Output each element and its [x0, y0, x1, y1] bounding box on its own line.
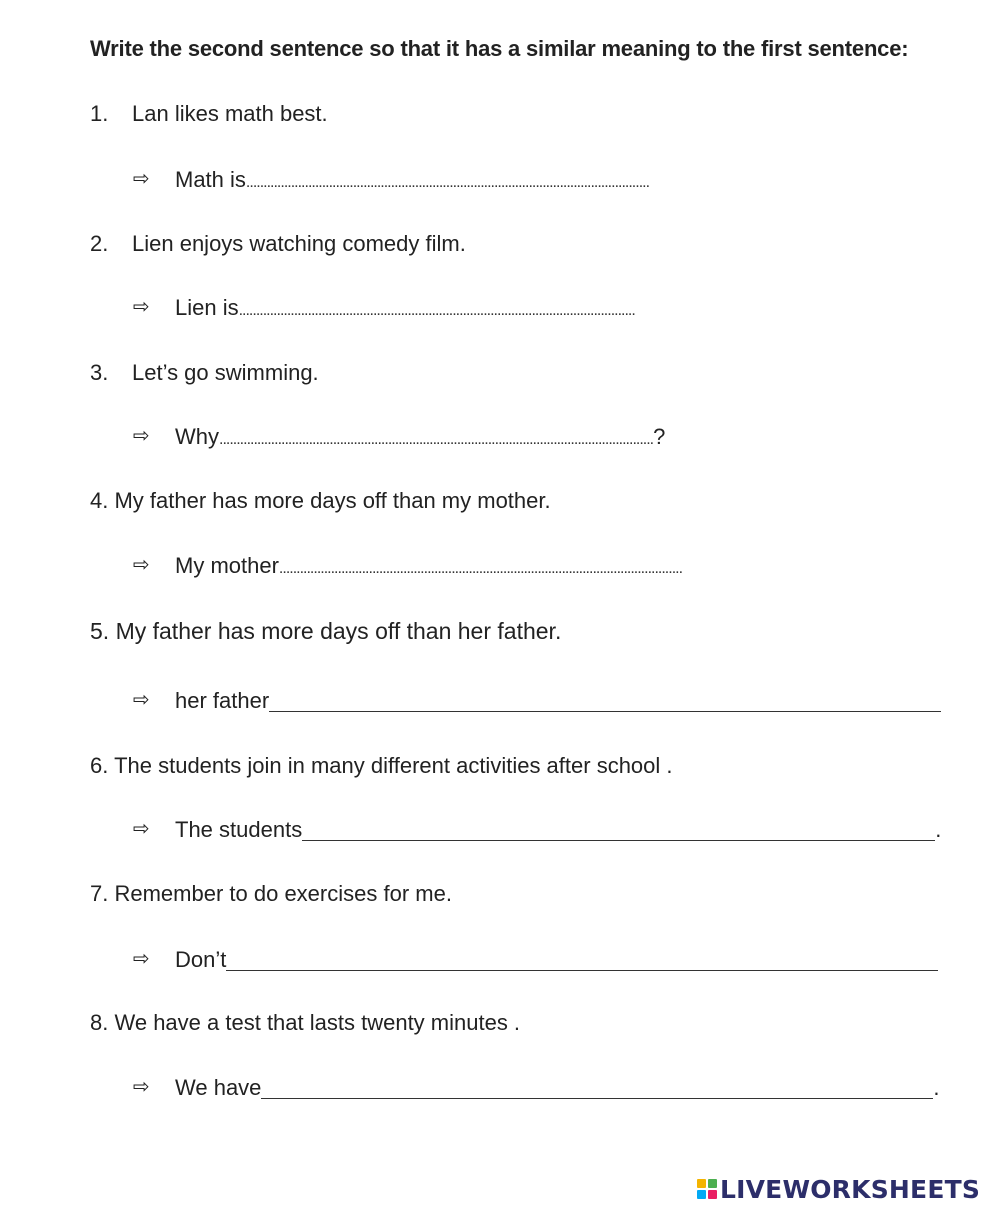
answer-prefix: We have [175, 1075, 262, 1100]
answer-blank-7[interactable] [226, 950, 938, 971]
question-3 [90, 360, 319, 386]
question-8 [90, 1010, 520, 1036]
answer-row-8 [133, 1074, 940, 1101]
question-1 [90, 101, 328, 127]
answer-prefix: Lien is [175, 295, 239, 320]
answer-prefix: The students [175, 817, 303, 842]
question-number: 5. [90, 618, 110, 644]
answer-blank-5[interactable] [269, 691, 941, 712]
question-number: 1. [90, 101, 109, 126]
logo-mark-icon [697, 1179, 717, 1199]
answer-suffix: . [935, 817, 942, 842]
question-text: My father has more days off than her father. [115, 618, 562, 644]
arrow-icon: ⇨ [133, 425, 150, 447]
answer-suffix: ? [653, 424, 666, 449]
question-text: Let’s go swimming. [132, 360, 319, 385]
question-4 [90, 488, 551, 514]
question-number: 3. [90, 360, 109, 385]
question-text: My father has more days off than my mother. [114, 488, 551, 513]
question-number: 7. [90, 881, 109, 906]
answer-prefix: her father [175, 688, 270, 713]
question-2 [90, 231, 466, 257]
question-text: Remember to do exercises for me. [114, 881, 452, 906]
answer-row-6 [133, 816, 941, 843]
liveworksheets-logo[interactable] [697, 1172, 980, 1206]
arrow-icon: ⇨ [133, 296, 150, 318]
answer-blank-6[interactable] [302, 820, 935, 841]
answer-prefix: Why [175, 424, 219, 449]
question-text: We have a test that lasts twenty minutes . [114, 1010, 521, 1035]
question-number: 2. [90, 231, 109, 256]
answer-blank-3[interactable]: .............................................................................................................................. [219, 431, 654, 448]
question-number: 8. [90, 1010, 109, 1035]
arrow-icon: ⇨ [133, 689, 150, 711]
answer-row-4 [133, 553, 682, 579]
answer-row-3 [133, 424, 665, 450]
arrow-icon: ⇨ [133, 1076, 150, 1098]
answer-blank-2[interactable]: ................................................................................................................... [238, 302, 635, 319]
logo-text: LIVEWORKSHEETS [720, 1174, 981, 1204]
answer-blank-8[interactable] [261, 1078, 933, 1099]
answer-prefix: My mother [175, 553, 279, 578]
answer-blank-1[interactable]: ..................................................................................................................... [245, 174, 650, 191]
question-5 [90, 618, 561, 645]
answer-row-1 [133, 167, 649, 193]
question-7 [90, 881, 452, 907]
question-text: The students join in many different activities after school . [114, 753, 673, 778]
arrow-icon: ⇨ [133, 554, 150, 576]
answer-prefix: Math is [175, 167, 246, 192]
answer-suffix: . [933, 1075, 940, 1100]
question-number: 6. [90, 753, 109, 778]
answer-row-7 [133, 946, 938, 973]
question-number: 4. [90, 488, 109, 513]
answer-row-5 [133, 687, 941, 714]
answer-row-2 [133, 295, 635, 321]
arrow-icon: ⇨ [133, 168, 150, 190]
arrow-icon: ⇨ [133, 818, 150, 840]
answer-prefix: Don’t [175, 947, 227, 972]
question-text: Lien enjoys watching comedy film. [132, 231, 466, 256]
question-text: Lan likes math best. [132, 101, 328, 126]
page-title: Write the second sentence so that it has a similar meaning to the first sentence: [90, 36, 909, 61]
arrow-icon: ⇨ [133, 948, 150, 970]
answer-blank-4[interactable]: ..................................................................................................................... [278, 560, 683, 577]
question-6 [90, 753, 673, 779]
